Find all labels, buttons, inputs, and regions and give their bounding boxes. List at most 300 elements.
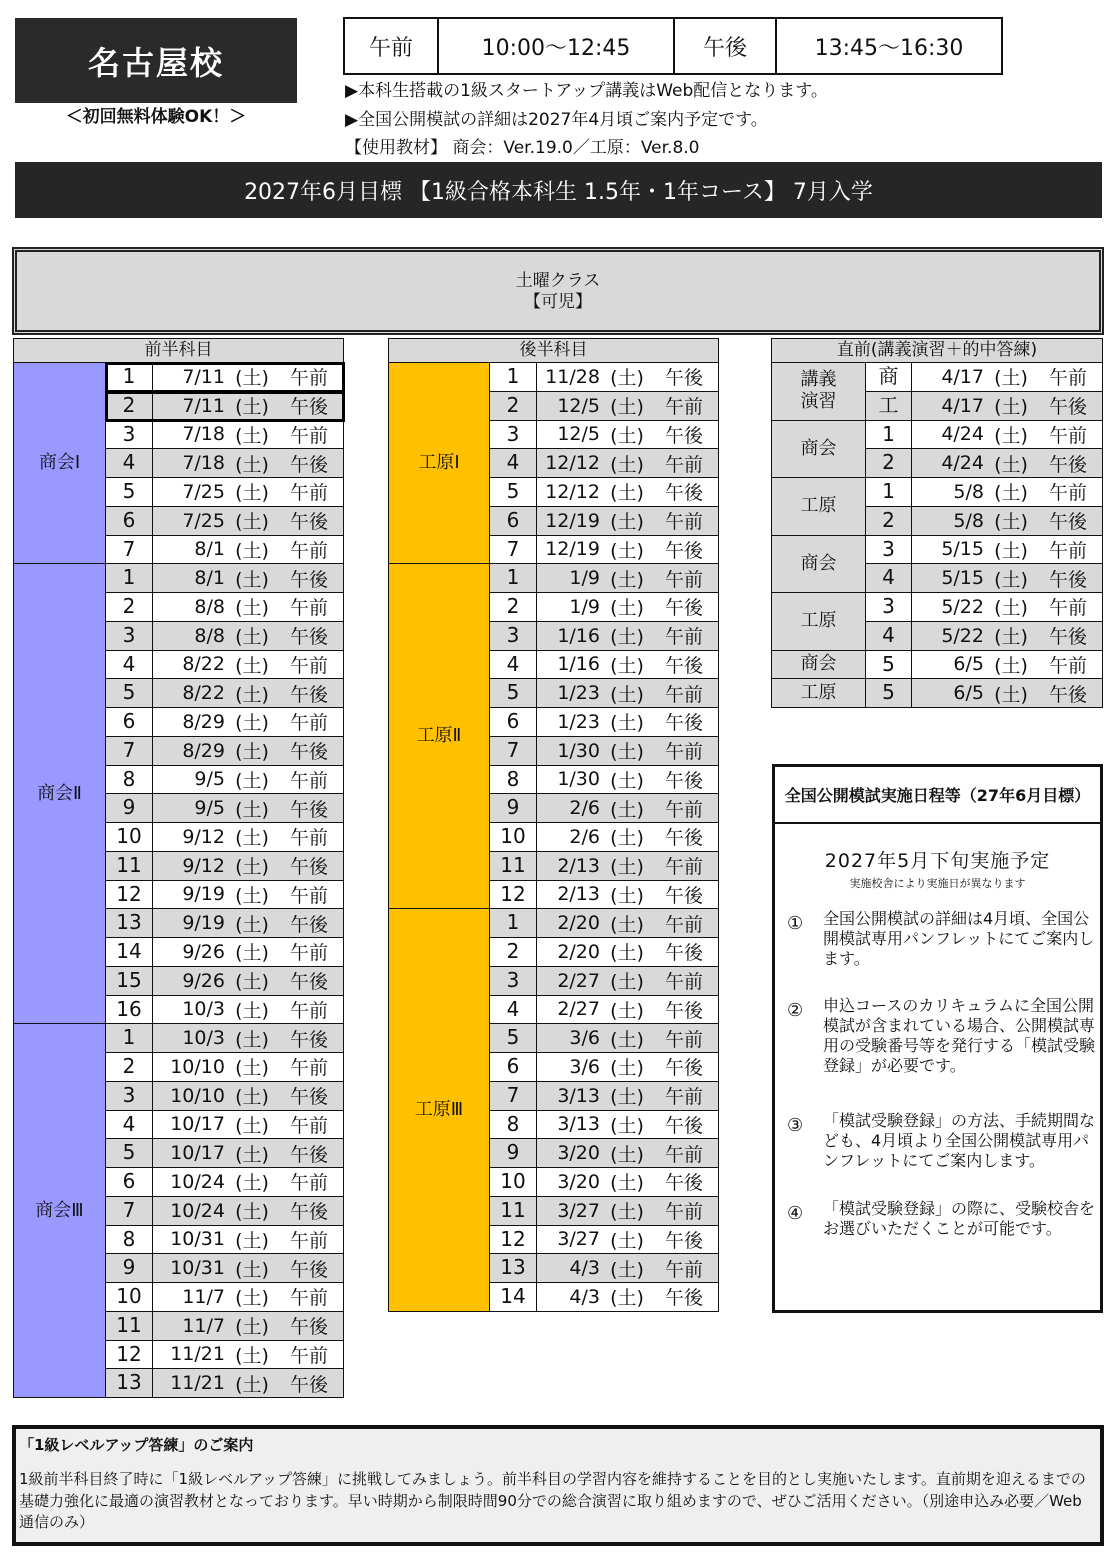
subject-group bbox=[389, 909, 719, 1312]
subject-cell: 工原Ⅱ bbox=[389, 564, 490, 909]
session-period: 午前 bbox=[289, 1287, 328, 1310]
session-date-cell bbox=[912, 651, 1103, 680]
session-row bbox=[866, 363, 1103, 392]
session-period: 午前 bbox=[1048, 424, 1087, 447]
session-period: 午前 bbox=[289, 1344, 328, 1367]
item-marker: ③ bbox=[787, 1115, 804, 1136]
subject-cell: 講義 演習 bbox=[772, 363, 866, 421]
session-row bbox=[490, 1024, 719, 1053]
session-date: 8/22 bbox=[182, 653, 225, 676]
session-date: 11/7 bbox=[182, 1314, 225, 1337]
session-row bbox=[490, 852, 719, 881]
mock-exam-header: 全国公開模試実施日程等（27年6月目標） bbox=[775, 767, 1100, 824]
session-date-cell bbox=[537, 1111, 719, 1140]
session-date-cell bbox=[153, 564, 344, 593]
session-date: 4/3 bbox=[569, 1285, 600, 1308]
session-weekday: (土) bbox=[235, 856, 269, 879]
session-weekday: (土) bbox=[994, 626, 1028, 649]
session-period: 午前 bbox=[664, 396, 703, 419]
session-period: 午前 bbox=[289, 654, 328, 677]
session-row bbox=[866, 478, 1103, 507]
session-date-cell bbox=[912, 507, 1103, 536]
session-number: 3 bbox=[490, 421, 537, 450]
session-date: 8/8 bbox=[194, 624, 225, 647]
session-weekday: (土) bbox=[610, 884, 644, 907]
session-date: 10/31 bbox=[170, 1228, 225, 1251]
session-date: 5/15 bbox=[941, 538, 984, 561]
session-row bbox=[490, 737, 719, 766]
session-date: 9/5 bbox=[194, 768, 225, 791]
session-row bbox=[490, 1082, 719, 1111]
session-weekday: (土) bbox=[235, 1057, 269, 1080]
session-number: 10 bbox=[106, 1283, 153, 1312]
session-date-cell bbox=[537, 881, 719, 910]
session-date: 9/19 bbox=[182, 883, 225, 906]
session-weekday: (土) bbox=[235, 769, 269, 792]
pm-time: 13:45～16:30 bbox=[814, 35, 964, 61]
session-number: 1 bbox=[106, 564, 153, 593]
table-body bbox=[389, 363, 719, 1312]
session-number: 6 bbox=[490, 1053, 537, 1082]
session-date-cell bbox=[153, 651, 344, 680]
item-text: 申込コースのカリキュラムに全国公開模試が含まれている場合、公開模試専用の受験番号等を発行する「模試受験登録」が必要です。 bbox=[823, 996, 1096, 1075]
session-row bbox=[490, 679, 719, 708]
session-period: 午後 bbox=[664, 1229, 703, 1252]
session-row bbox=[490, 421, 719, 450]
session-number: 11 bbox=[490, 852, 537, 881]
session-number: 5 bbox=[106, 478, 153, 507]
session-period: 午前 bbox=[664, 798, 703, 821]
session-period: 午後 bbox=[289, 626, 328, 649]
session-date-cell bbox=[153, 1369, 344, 1398]
session-date-cell bbox=[153, 737, 344, 766]
session-number: 9 bbox=[106, 1254, 153, 1283]
session-number: 10 bbox=[490, 1168, 537, 1197]
session-number: 6 bbox=[106, 708, 153, 737]
session-period: 午前 bbox=[289, 999, 328, 1022]
session-date-cell bbox=[912, 478, 1103, 507]
session-date-cell bbox=[537, 938, 719, 967]
session-period: 午前 bbox=[289, 942, 328, 965]
session-weekday: (土) bbox=[610, 1258, 644, 1281]
session-period: 午前 bbox=[664, 453, 703, 476]
subject-group bbox=[772, 363, 1103, 421]
session-weekday: (土) bbox=[994, 654, 1028, 677]
session-period: 午後 bbox=[289, 683, 328, 706]
session-weekday: (土) bbox=[610, 942, 644, 965]
session-row bbox=[106, 909, 344, 938]
session-number: 1 bbox=[866, 421, 912, 450]
session-weekday: (土) bbox=[235, 1287, 269, 1310]
mock-exam-item bbox=[783, 996, 1097, 1076]
session-period: 午後 bbox=[664, 999, 703, 1022]
session-weekday: (土) bbox=[610, 1229, 644, 1252]
session-date: 4/17 bbox=[941, 365, 984, 388]
session-weekday: (土) bbox=[994, 597, 1028, 620]
session-date-cell bbox=[537, 392, 719, 421]
session-row bbox=[106, 478, 344, 507]
session-date-cell bbox=[537, 1168, 719, 1197]
session-row bbox=[490, 564, 719, 593]
session-period: 午前 bbox=[664, 1258, 703, 1281]
subject-group bbox=[14, 1024, 344, 1398]
session-period: 午後 bbox=[289, 741, 328, 764]
session-period: 午後 bbox=[664, 1114, 703, 1137]
session-period: 午後 bbox=[664, 942, 703, 965]
session-date-cell bbox=[537, 766, 719, 795]
session-period: 午後 bbox=[289, 396, 328, 419]
session-weekday: (土) bbox=[610, 367, 644, 390]
session-row bbox=[490, 1053, 719, 1082]
session-row bbox=[490, 392, 719, 421]
level-up-info-box bbox=[12, 1425, 1104, 1546]
session-date: 11/21 bbox=[170, 1343, 225, 1366]
session-date: 6/5 bbox=[953, 653, 984, 676]
session-weekday: (土) bbox=[994, 367, 1028, 390]
session-weekday: (土) bbox=[235, 568, 269, 591]
session-date-cell bbox=[537, 507, 719, 536]
session-row bbox=[106, 1053, 344, 1082]
session-number: 2 bbox=[866, 449, 912, 478]
subject-cell: 商会Ⅱ bbox=[14, 564, 106, 1024]
session-row bbox=[106, 737, 344, 766]
session-date: 2/27 bbox=[557, 969, 600, 992]
session-date-cell bbox=[537, 1283, 719, 1312]
session-weekday: (土) bbox=[235, 683, 269, 706]
session-period: 午前 bbox=[664, 1201, 703, 1224]
session-date: 2/6 bbox=[569, 797, 600, 820]
session-number: 13 bbox=[490, 1254, 537, 1283]
session-weekday: (土) bbox=[235, 539, 269, 562]
session-date: 1/16 bbox=[557, 653, 600, 676]
session-weekday: (土) bbox=[235, 1373, 269, 1396]
session-date: 1/16 bbox=[557, 624, 600, 647]
session-period: 午後 bbox=[1048, 396, 1087, 419]
session-number: 4 bbox=[106, 1111, 153, 1140]
session-row bbox=[490, 967, 719, 996]
subject-cell: 商会 bbox=[772, 421, 866, 479]
session-date-cell bbox=[537, 996, 719, 1025]
level-up-title: 「1級レベルアップ答練」のご案内 bbox=[19, 1436, 254, 1454]
session-row bbox=[106, 852, 344, 881]
session-row bbox=[106, 449, 344, 478]
session-weekday: (土) bbox=[235, 367, 269, 390]
session-row bbox=[866, 392, 1103, 421]
session-date: 3/20 bbox=[557, 1170, 600, 1193]
session-date: 2/20 bbox=[557, 912, 600, 935]
session-weekday: (土) bbox=[235, 1229, 269, 1252]
session-date-cell bbox=[537, 593, 719, 622]
session-period: 午後 bbox=[289, 1201, 328, 1224]
session-date: 1/9 bbox=[569, 595, 600, 618]
session-date-cell bbox=[912, 622, 1103, 651]
session-period: 午前 bbox=[289, 827, 328, 850]
item-marker: ④ bbox=[787, 1203, 804, 1224]
session-date-cell bbox=[153, 507, 344, 536]
session-date-cell bbox=[912, 363, 1103, 392]
subject-group bbox=[772, 593, 1103, 651]
session-date: 2/13 bbox=[557, 854, 600, 877]
session-weekday: (土) bbox=[610, 712, 644, 735]
session-date: 1/9 bbox=[569, 567, 600, 590]
session-row bbox=[490, 1168, 719, 1197]
session-period: 午前 bbox=[664, 1143, 703, 1166]
session-date-cell bbox=[153, 766, 344, 795]
session-date-cell bbox=[153, 593, 344, 622]
session-weekday: (土) bbox=[235, 453, 269, 476]
session-date: 3/13 bbox=[557, 1113, 600, 1136]
session-row bbox=[490, 938, 719, 967]
session-period: 午後 bbox=[664, 367, 703, 390]
mock-exam-note: 実施校舎により実施日が異なります bbox=[849, 877, 1026, 890]
session-period: 午後 bbox=[664, 597, 703, 620]
session-date-cell bbox=[537, 651, 719, 680]
session-number: 工 bbox=[866, 392, 912, 421]
final-period-schedule-table bbox=[771, 338, 1103, 708]
session-date: 8/1 bbox=[194, 567, 225, 590]
session-period: 午前 bbox=[289, 884, 328, 907]
session-row bbox=[490, 1254, 719, 1283]
session-row bbox=[106, 766, 344, 795]
session-list bbox=[866, 593, 1103, 651]
session-date-cell bbox=[912, 679, 1103, 708]
first-half-schedule-table bbox=[13, 338, 344, 1398]
session-number: 4 bbox=[490, 996, 537, 1025]
subject-cell: 商会Ⅲ bbox=[14, 1024, 106, 1398]
session-date: 2/27 bbox=[557, 998, 600, 1021]
session-period: 午前 bbox=[289, 769, 328, 792]
session-number: 5 bbox=[490, 679, 537, 708]
session-date: 4/3 bbox=[569, 1257, 600, 1280]
session-date: 6/5 bbox=[953, 682, 984, 705]
session-row bbox=[106, 421, 344, 450]
session-row bbox=[106, 938, 344, 967]
session-date: 12/19 bbox=[545, 538, 600, 561]
session-number: 1 bbox=[106, 363, 153, 392]
session-number: 3 bbox=[866, 536, 912, 565]
session-date: 11/7 bbox=[182, 1285, 225, 1308]
mock-exam-schedule: 2027年5月下旬実施予定 bbox=[824, 850, 1051, 872]
session-list bbox=[106, 363, 344, 564]
session-period: 午前 bbox=[1048, 539, 1087, 562]
session-row bbox=[106, 794, 344, 823]
session-date-cell bbox=[153, 421, 344, 450]
session-date-cell bbox=[537, 1226, 719, 1255]
session-list bbox=[866, 536, 1103, 594]
session-period: 午後 bbox=[289, 1258, 328, 1281]
session-date-cell bbox=[537, 909, 719, 938]
session-weekday: (土) bbox=[235, 1258, 269, 1281]
session-number: 12 bbox=[490, 881, 537, 910]
subject-cell: 工原 bbox=[772, 478, 866, 536]
session-period: 午前 bbox=[1048, 654, 1087, 677]
item-marker: ① bbox=[787, 913, 804, 934]
pm-label: 午後 bbox=[675, 19, 777, 73]
session-date: 9/19 bbox=[182, 912, 225, 935]
session-weekday: (土) bbox=[235, 1086, 269, 1109]
class-title: 土曜クラス bbox=[515, 271, 601, 291]
session-date-cell bbox=[153, 622, 344, 651]
session-period: 午前 bbox=[289, 712, 328, 735]
session-list bbox=[490, 363, 719, 564]
session-date: 7/25 bbox=[182, 480, 225, 503]
session-date-cell bbox=[153, 1197, 344, 1226]
session-row bbox=[866, 622, 1103, 651]
session-date: 2/6 bbox=[569, 825, 600, 848]
session-weekday: (土) bbox=[994, 568, 1028, 591]
session-period: 午前 bbox=[289, 1057, 328, 1080]
session-row bbox=[106, 392, 344, 421]
session-date-cell bbox=[537, 823, 719, 852]
session-date-cell bbox=[537, 449, 719, 478]
session-date-cell bbox=[537, 1053, 719, 1082]
session-date: 9/26 bbox=[182, 940, 225, 963]
course-banner bbox=[15, 162, 1102, 218]
session-date: 3/13 bbox=[557, 1084, 600, 1107]
session-number: 4 bbox=[866, 564, 912, 593]
session-date-cell bbox=[912, 564, 1103, 593]
session-period: 午後 bbox=[664, 712, 703, 735]
session-row bbox=[490, 593, 719, 622]
session-date-cell bbox=[537, 1254, 719, 1283]
school-name: 名古屋校 bbox=[87, 43, 224, 82]
session-weekday: (土) bbox=[235, 741, 269, 764]
session-weekday: (土) bbox=[235, 827, 269, 850]
session-date-cell bbox=[537, 421, 719, 450]
session-weekday: (土) bbox=[610, 913, 644, 936]
session-row bbox=[490, 651, 719, 680]
session-number: 9 bbox=[490, 794, 537, 823]
session-number: 4 bbox=[490, 651, 537, 680]
session-date-cell bbox=[153, 679, 344, 708]
session-row bbox=[106, 1369, 344, 1398]
session-period: 午前 bbox=[289, 1229, 328, 1252]
level-up-body: 1級前半科目終了時に「1級レベルアップ答練」に挑戦してみましょう。前半科目の学習内容を維持することを目的とし実施いたします。直前期を迎えるまでの基礎力強化に最適の演習教材となっております。早い時期から制限時間90分での総合演習に取り組めますので、ぜひご活用ください。（別途申込み必要／Web通信のみ） bbox=[19, 1470, 1086, 1531]
session-weekday: (土) bbox=[994, 453, 1028, 476]
session-weekday: (土) bbox=[610, 999, 644, 1022]
session-row bbox=[106, 881, 344, 910]
session-list bbox=[490, 909, 719, 1312]
session-row bbox=[106, 679, 344, 708]
session-number: 4 bbox=[866, 622, 912, 651]
session-date-cell bbox=[153, 967, 344, 996]
session-date: 1/30 bbox=[557, 768, 600, 791]
session-date-cell bbox=[153, 881, 344, 910]
session-number: 6 bbox=[490, 507, 537, 536]
session-weekday: (土) bbox=[610, 568, 644, 591]
session-row bbox=[106, 1226, 344, 1255]
session-weekday: (土) bbox=[235, 1143, 269, 1166]
notice-list bbox=[345, 77, 828, 163]
session-period: 午後 bbox=[1048, 453, 1087, 476]
session-date: 7/11 bbox=[182, 394, 225, 417]
session-number: 14 bbox=[106, 938, 153, 967]
session-date-cell bbox=[153, 1283, 344, 1312]
session-date-cell bbox=[153, 996, 344, 1025]
table-body bbox=[14, 363, 344, 1398]
session-date: 1/30 bbox=[557, 739, 600, 762]
session-period: 午後 bbox=[664, 654, 703, 677]
session-weekday: (土) bbox=[610, 396, 644, 419]
session-number: 4 bbox=[490, 449, 537, 478]
course-title: 2027年6月目標 【1級合格本科生 1.5年・1年コース】 7月入学 bbox=[244, 179, 873, 205]
session-row bbox=[106, 1139, 344, 1168]
session-row bbox=[106, 1082, 344, 1111]
session-date-cell bbox=[537, 708, 719, 737]
session-row bbox=[106, 1254, 344, 1283]
session-number: 2 bbox=[490, 938, 537, 967]
session-date: 2/20 bbox=[557, 940, 600, 963]
session-number: 11 bbox=[106, 1312, 153, 1341]
session-date-cell bbox=[537, 478, 719, 507]
session-number: 8 bbox=[106, 1226, 153, 1255]
subject-group bbox=[389, 564, 719, 909]
session-date: 1/23 bbox=[557, 682, 600, 705]
session-weekday: (土) bbox=[994, 683, 1028, 706]
session-date-cell bbox=[537, 967, 719, 996]
free-trial-note: ＜初回無料体験OK！＞ bbox=[65, 107, 247, 127]
notice-materials: 【使用教材】 商会：Ver.19.0／工原：Ver.8.0 bbox=[345, 138, 700, 158]
session-row bbox=[106, 1312, 344, 1341]
session-period: 午前 bbox=[1048, 482, 1087, 505]
session-date-cell bbox=[153, 1341, 344, 1370]
session-weekday: (土) bbox=[235, 884, 269, 907]
session-number: 11 bbox=[490, 1197, 537, 1226]
session-date: 7/25 bbox=[182, 509, 225, 532]
session-row bbox=[490, 536, 719, 565]
session-list bbox=[106, 564, 344, 1024]
session-weekday: (土) bbox=[610, 597, 644, 620]
session-list bbox=[490, 564, 719, 909]
session-period: 午前 bbox=[664, 568, 703, 591]
session-period: 午後 bbox=[289, 511, 328, 534]
session-date: 7/11 bbox=[182, 365, 225, 388]
session-number: 6 bbox=[106, 1168, 153, 1197]
session-number: 6 bbox=[490, 708, 537, 737]
session-weekday: (土) bbox=[235, 712, 269, 735]
session-date-cell bbox=[912, 593, 1103, 622]
session-period: 午後 bbox=[664, 539, 703, 562]
session-weekday: (土) bbox=[235, 1316, 269, 1339]
session-weekday: (土) bbox=[235, 913, 269, 936]
session-row bbox=[490, 881, 719, 910]
session-number: 5 bbox=[490, 478, 537, 507]
session-period: 午前 bbox=[664, 741, 703, 764]
session-row bbox=[490, 1111, 719, 1140]
session-number: 3 bbox=[490, 967, 537, 996]
session-weekday: (土) bbox=[610, 482, 644, 505]
session-weekday: (土) bbox=[235, 971, 269, 994]
session-date-cell bbox=[153, 708, 344, 737]
session-date: 10/24 bbox=[170, 1170, 225, 1193]
session-date: 1/23 bbox=[557, 710, 600, 733]
session-number: 2 bbox=[106, 392, 153, 421]
session-period: 午後 bbox=[289, 856, 328, 879]
session-date: 7/18 bbox=[182, 452, 225, 475]
session-date-cell bbox=[912, 536, 1103, 565]
session-date: 2/13 bbox=[557, 883, 600, 906]
subject-cell: 商会Ⅰ bbox=[14, 363, 106, 564]
subject-cell: 工原 bbox=[772, 679, 866, 708]
session-number: 3 bbox=[106, 622, 153, 651]
session-weekday: (土) bbox=[235, 597, 269, 620]
session-row bbox=[490, 909, 719, 938]
session-row bbox=[866, 679, 1103, 708]
session-row bbox=[490, 1139, 719, 1168]
subject-cell: 商会 bbox=[772, 651, 866, 680]
session-date-cell bbox=[153, 852, 344, 881]
session-number: 12 bbox=[106, 1341, 153, 1370]
